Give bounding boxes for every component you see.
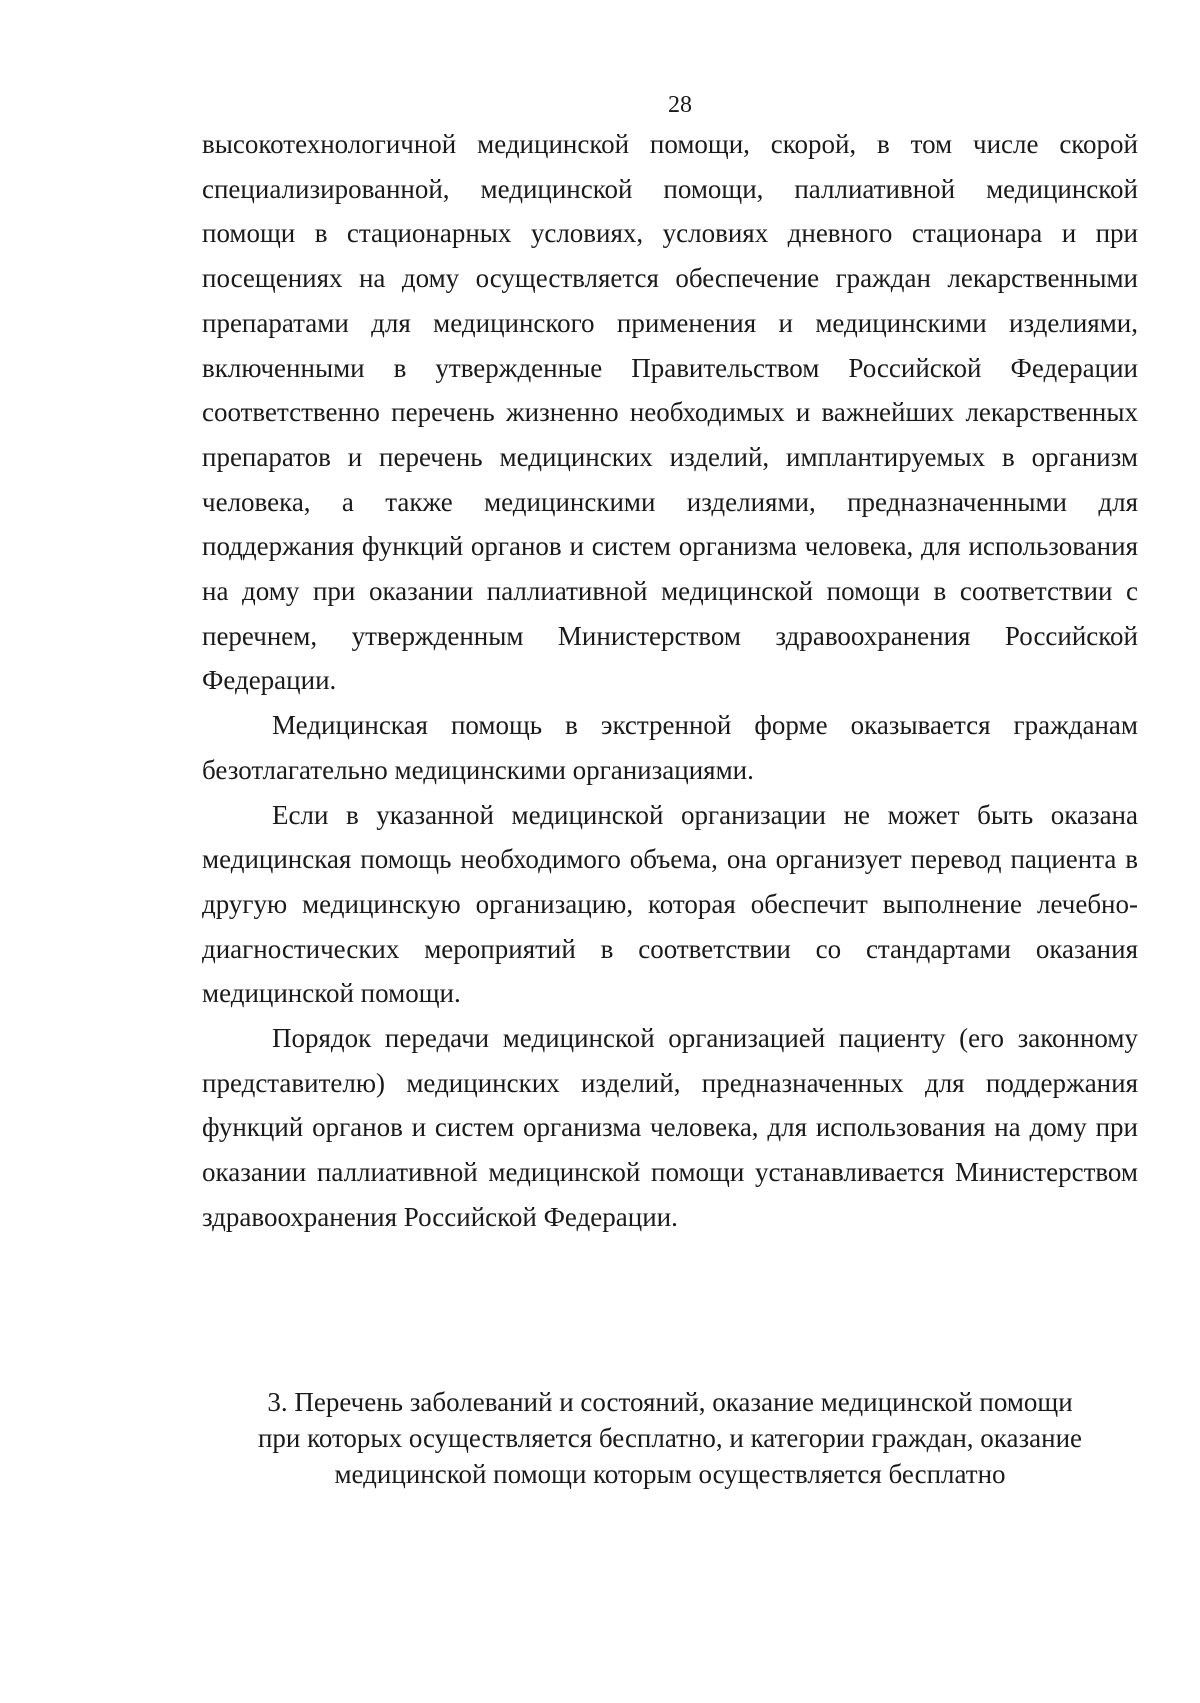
page-number: 28 xyxy=(668,92,692,118)
section-heading xyxy=(202,1384,1138,1492)
paragraph-continuation: высокотехнологичной медицинской помощи, скорой, в том числе скорой специализированной, медицинской помощи, паллиативной медицинской помощи в стационарных условиях, условиях дневного стационара и при посещениях на дому осуществляется обеспечение граждан лекарственными препаратами для медицинского применения и медицинскими изделиями, включенными в утвержденные Правительством Российской Федерации соответственно перечень жизненно необходимых и важнейших лекарственных препаратов и перечень медицинских изделий, имплантируемых в организм человека, а также медицинскими изделиями, предназначенными для поддержания функций органов и систем организма человека, для использования на дому при оказании паллиативной медицинской помощи в соответствии с перечнем, утвержденным Министерством здравоохранения Российской Федерации. xyxy=(202,129,1138,696)
section-heading-line: при которых осуществляется бесплатно, и категории граждан, оказание xyxy=(257,1423,1083,1453)
paragraph-device-transfer-order: Порядок передачи медицинской организацией пациенту (его законному представителю) медицинских изделий, предназначенных для поддержания функций органов и систем организма человека, для использования на дому при оказании паллиативной медицинской помощи устанавливается Министерством здравоохранения Российской Федерации. xyxy=(202,1023,1138,1232)
paragraph-patient-transfer: Если в указанной медицинской организации не может быть оказана медицинская помощь необходимого объема, она организует перевод пациента в другую медицинскую организацию, которая обеспечит выполнение лечебно-диагностических мероприятий в соответствии со стандартами оказания медицинской помощи. xyxy=(202,799,1138,1009)
section-heading-line: медицинской помощи которым осуществляется бесплатно xyxy=(334,1459,1006,1489)
body-text xyxy=(202,122,1138,1240)
section-heading-line: 3. Перечень заболеваний и состояний, оказание медицинской помощи xyxy=(267,1387,1073,1417)
paragraph-emergency-care: Медицинская помощь в экстренной форме оказывается гражданам безотлагательно медицинскими организациями. xyxy=(202,710,1138,785)
